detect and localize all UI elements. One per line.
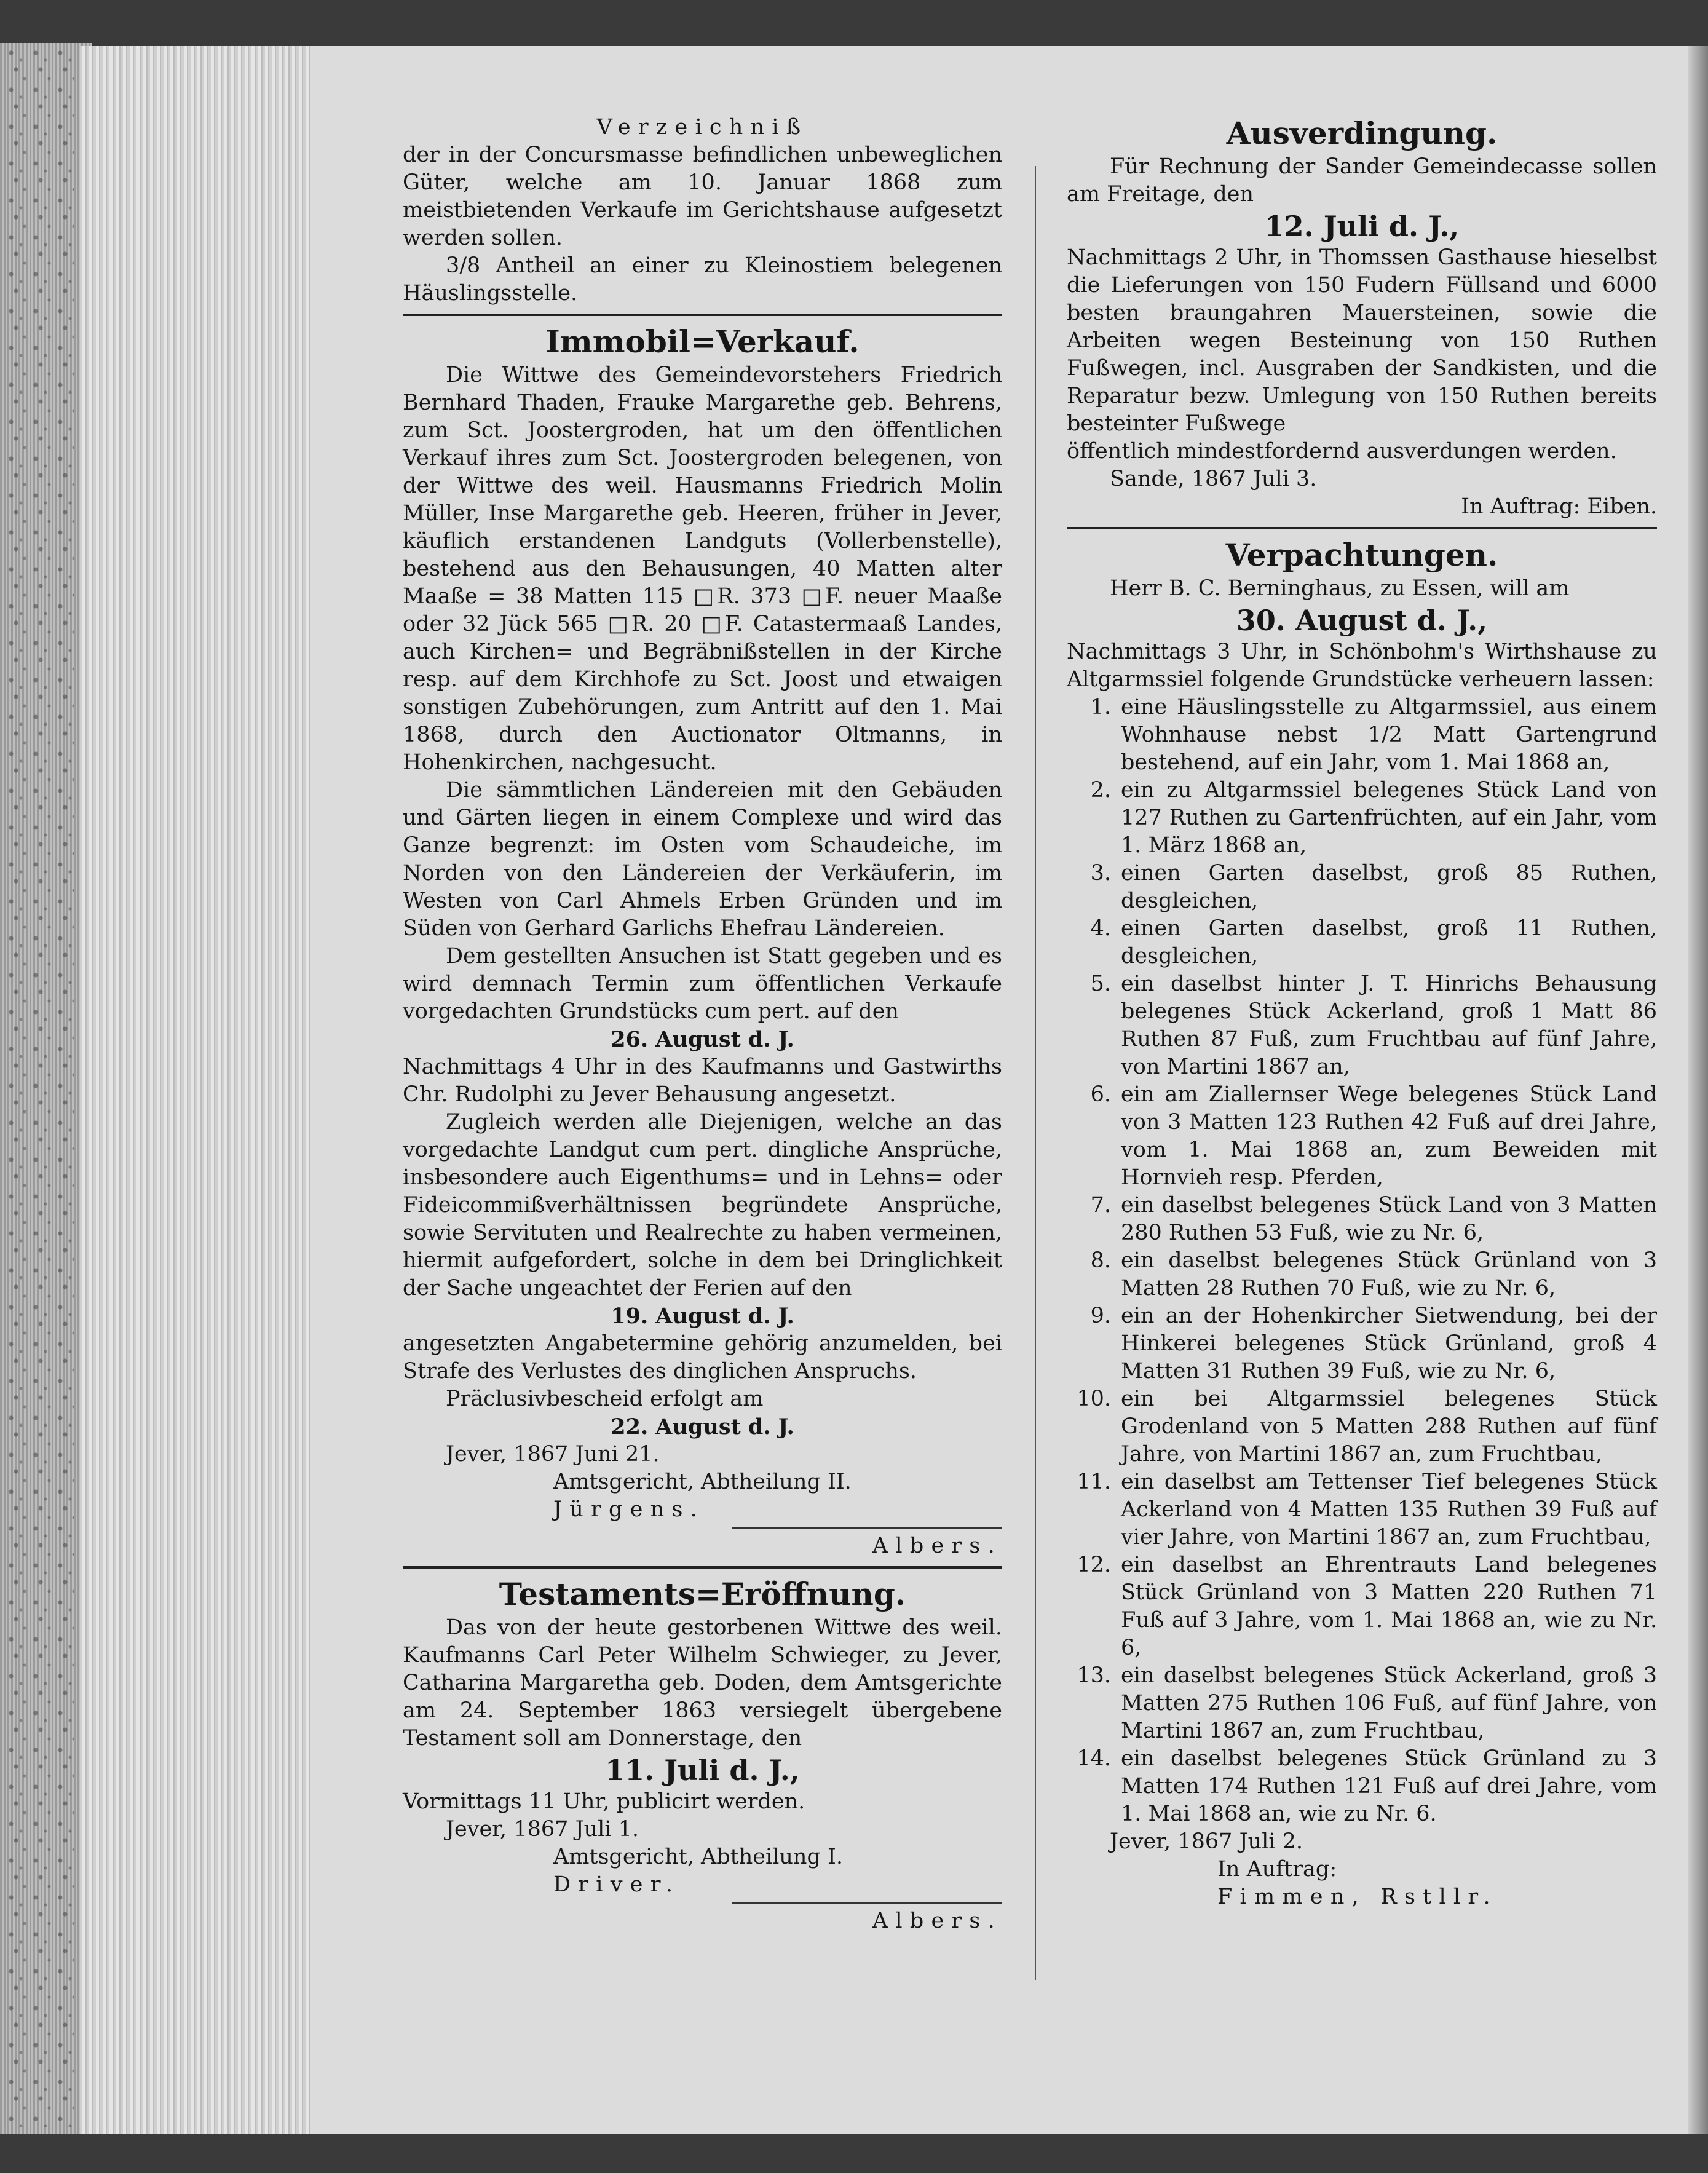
verpachtungen-date: 30. August d. J., bbox=[1236, 604, 1488, 637]
list-item: 3. einen Garten daselbst, groß 85 Ruthen, desgleichen, bbox=[1090, 861, 1657, 913]
left-column bbox=[403, 114, 1002, 1935]
list-item: 14. ein daselbst belegenes Stück Grünland zu 3 Matten 174 Ruthen 121 Fuß auf drei Jahre, vom 1. Mai 1868 an, wie zu Nr. 6. bbox=[1077, 1746, 1657, 1826]
right-column bbox=[1067, 114, 1657, 1911]
immobil-judge: Jürgens. bbox=[553, 1497, 705, 1522]
ausverdingung-heading: Ausverdingung. bbox=[1226, 115, 1498, 151]
immobil-clerk: Albers. bbox=[872, 1534, 1002, 1558]
verpachtungen-place-date: Jever, 1867 Juli 2. bbox=[1110, 1829, 1303, 1854]
ausverdingung-paragraph-3: öffentlich mindestfordernd ausverdungen werden. bbox=[1067, 439, 1617, 464]
testament-date: 11. Juli d. J., bbox=[605, 1754, 800, 1787]
testament-judge: Driver. bbox=[553, 1872, 681, 1897]
immobil-paragraph-1: Die Wittwe des Gemeindevorstehers Friedrich Bernhard Thaden, Frauke Margarethe geb. Behrens, zum Sct. Joostergroden, hat um den öffentlichen Verkauf ihres zum Sct. Joostergroden belegenen, von der Wittwe des weil. Hausmanns Friedrich Molin Müller, Inse Margarethe geb. Heeren, früher in Jever, käuflich erstandenen Landguts (Vollerbenstelle), bestehend aus den Behausungen, 40 Matten alter Maaße = 38 Matten 115 □R. 373 □F. neuer Maaße oder 32 Jück 565 □R. 20 □F. Catastermaaß Landes, auch Kirchen= und Begräbnißstellen in der Kirche resp. auf dem Kirchhofe zu Sct. Joost und etwaigen sonstigen Zubehörungen, zum Antritt auf den 1. Mai 1868, durch den Auctionator Oltmanns, in Hohenkirchen, nachgesucht. bbox=[403, 363, 1002, 775]
section-rule bbox=[403, 1566, 1002, 1569]
immobil-paragraph-5: Zugleich werden alle Diejenigen, welche an das vorgedachte Landgut cum pert. dingliche Ansprüche, insbesondere auch Eigenthums= und in Lehns= oder Fideicommißverhältnissen begründete Ansprüche, sowie Servituten und Realrechte zu haben vermeinen, hiermit aufgefordert, solche in dem bei Dringlichkeit der Sache ungeachtet der Ferien auf den bbox=[403, 1110, 1002, 1300]
list-item: 1. eine Häuslingsstelle zu Altgarmssiel, aus einem Wohnhause nebst 1/2 Matt Gartengrund bestehend, auf ein Jahr, vom 1. Mai 1868 an, bbox=[1090, 695, 1657, 775]
list-item: 7. ein daselbst belegenes Stück Land von 3 Matten 280 Ruthen 53 Fuß, wie zu Nr. 6, bbox=[1090, 1193, 1657, 1245]
list-item: 12. ein daselbst an Ehrentrauts Land belegenes Stück Grünland von 3 Matten 220 Ruthen 71 Fuß auf 3 Jahre, vom 1. Mai 1868 an, wie zu Nr. 6, bbox=[1077, 1553, 1657, 1660]
immobil-date-2: 19. August d. J. bbox=[611, 1304, 794, 1329]
immobil-court: Amtsgericht, Abtheilung II. bbox=[553, 1470, 852, 1494]
list-item: 10. ein bei Altgarmssiel belegenes Stück Grodenland von 5 Matten 288 Ruthen auf fünf Jahre, von Martini 1867 an, zum Fruchtbau, bbox=[1077, 1387, 1657, 1466]
immobil-verkauf-heading: Immobil=Verkauf. bbox=[545, 323, 860, 360]
page-stack bbox=[80, 46, 314, 2134]
immobil-paragraph-3: Dem gestellten Ansuchen ist Statt gegeben und es wird demnach Termin zum öffentlichen Verkaufe vorgedachten Grundstücks cum pert. auf den bbox=[403, 944, 1002, 1024]
section-rule bbox=[403, 314, 1002, 316]
testament-place-date: Jever, 1867 Juli 1. bbox=[446, 1817, 639, 1842]
ausverdingung-place-date: Sande, 1867 Juli 3. bbox=[1110, 467, 1317, 491]
verpachtungen-paragraph-2: Nachmittags 3 Uhr, in Schönbohm's Wirthshause zu Altgarmssiel folgende Grundstücke verheuern lassen: bbox=[1067, 639, 1657, 692]
verpachtungen-signature: Fimmen, Rstllr. bbox=[1217, 1885, 1498, 1909]
section-rule bbox=[1067, 527, 1657, 529]
verpachtungen-paragraph-1: Herr B. C. Berninghaus, zu Essen, will am bbox=[1110, 576, 1570, 601]
ausverdingung-date: 12. Juli d. J., bbox=[1264, 210, 1460, 243]
list-item: 5. ein daselbst hinter J. T. Hinrichs Behausung belegenes Stück Ackerland, groß 1 Matt 86 Ruthen 87 Fuß, zum Fruchtbau auf fünf Jahre, von Martini 1867 an, bbox=[1090, 972, 1657, 1079]
page-right-edge bbox=[1688, 46, 1708, 2134]
verzeichnis-item: 3/8 Antheil an einer zu Kleinostiem belegenen Häuslingsstelle. bbox=[403, 253, 1002, 306]
verzeichnis-heading: Verzeichniß bbox=[596, 115, 809, 140]
testament-court: Amtsgericht, Abtheilung I. bbox=[553, 1845, 843, 1869]
testament-paragraph-1: Das von der heute gestorbenen Wittwe des weil. Kaufmanns Carl Peter Wilhelm Schwieger, zu Jever, Catharina Margaretha geb. Doden, dem Amtsgerichte am 24. September 1863 versiegelt übergebene Testament soll am Donnerstage, den bbox=[403, 1615, 1002, 1751]
verpachtungen-heading: Verpachtungen. bbox=[1225, 537, 1498, 573]
ausverdingung-paragraph-1: Für Rechnung der Sander Gemeindecasse sollen am Freitage, den bbox=[1067, 154, 1657, 207]
signature-rule bbox=[732, 1527, 1002, 1529]
immobil-paragraph-7: Präclusivbescheid erfolgt am bbox=[446, 1387, 764, 1411]
testament-heading: Testaments=Eröffnung. bbox=[499, 1576, 906, 1612]
list-item: 2. ein zu Altgarmssiel belegenes Stück Land von 127 Ruthen zu Gartenfrüchten, auf ein Jahr, vom 1. März 1868 an, bbox=[1090, 778, 1657, 858]
speckled-edge bbox=[6, 49, 74, 2127]
verzeichnis-body: der in der Concursmasse befindlichen unbeweglichen Güter, welche am 10. Januar 1868 zum meistbietenden Verkaufe im Gerichtshause aufgesetzt werden sollen. bbox=[403, 143, 1002, 250]
list-item: 11. ein daselbst am Tettenser Tief belegenes Stück Ackerland von 4 Matten 135 Ruthen 39 Fuß auf vier Jahre, von Martini 1867 an, zum Fruchtbau, bbox=[1077, 1470, 1657, 1550]
immobil-date-1: 26. August d. J. bbox=[611, 1027, 794, 1052]
verpachtungen-auftrag: In Auftrag: bbox=[1217, 1857, 1337, 1882]
immobil-paragraph-2: Die sämmtlichen Ländereien mit den Gebäuden und Gärten liegen in einem Complexe und wird das Ganze begrenzt: im Osten vom Schaudeiche, im Norden von den Ländereien der Verkäuferin, im Westen von Carl Ahmels Erben Gründen und im Süden von Gerhard Garlichs Ehefrau Ländereien. bbox=[403, 778, 1002, 941]
list-item: 13. ein daselbst belegenes Stück Ackerland, groß 3 Matten 275 Ruthen 106 Fuß, auf fünf Jahre, von Martini 1867 an, zum Fruchtbau, bbox=[1077, 1663, 1657, 1743]
immobil-paragraph-4: Nachmittags 4 Uhr in des Kaufmanns und Gastwirths Chr. Rudolphi zu Jever Behausung angesetzt. bbox=[403, 1055, 1002, 1107]
signature-rule bbox=[732, 1902, 1002, 1904]
immobil-place-date: Jever, 1867 Juni 21. bbox=[446, 1442, 660, 1466]
immobil-paragraph-6: angesetzten Angabetermine gehörig anzumelden, bei Strafe des Verlustes des dinglichen Anspruchs. bbox=[403, 1331, 1002, 1383]
list-item: 6. ein am Ziallernser Wege belegenes Stück Land von 3 Matten 123 Ruthen 42 Fuß auf drei Jahre, vom 1. Mai 1868 an, zum Beweiden mit Hornvieh resp. Pferden, bbox=[1090, 1082, 1657, 1190]
column-divider bbox=[1035, 166, 1036, 1980]
list-item: 8. ein daselbst belegenes Stück Grünland von 3 Matten 28 Ruthen 70 Fuß, wie zu Nr. 6, bbox=[1090, 1248, 1657, 1300]
testament-clerk: Albers. bbox=[872, 1909, 1002, 1933]
list-item: 9. ein an der Hohenkircher Sietwendung, bei der Hinkerei belegenes Stück Grünland, groß 4 Matten 31 Ruthen 39 Fuß, wie zu Nr. 6, bbox=[1090, 1304, 1657, 1383]
ausverdingung-signature: In Auftrag: Eiben. bbox=[1461, 494, 1657, 519]
immobil-date-3: 22. August d. J. bbox=[611, 1414, 794, 1439]
testament-paragraph-2: Vormittags 11 Uhr, publicirt werden. bbox=[403, 1789, 805, 1814]
ausverdingung-paragraph-2: Nachmittags 2 Uhr, in Thomssen Gasthause hieselbst die Lieferungen von 150 Fudern Füllsand und 6000 besten braungahren Mauersteinen, sowie die Arbeiten wegen Besteinung von 150 Ruthen Fußwegen, incl. Ausgraben der Sandkisten, und die Reparatur bezw. Umlegung von 150 Ruthen bereits besteinter Fußwege bbox=[1067, 245, 1657, 436]
list-item: 4. einen Garten daselbst, groß 11 Ruthen, desgleichen, bbox=[1090, 916, 1657, 968]
